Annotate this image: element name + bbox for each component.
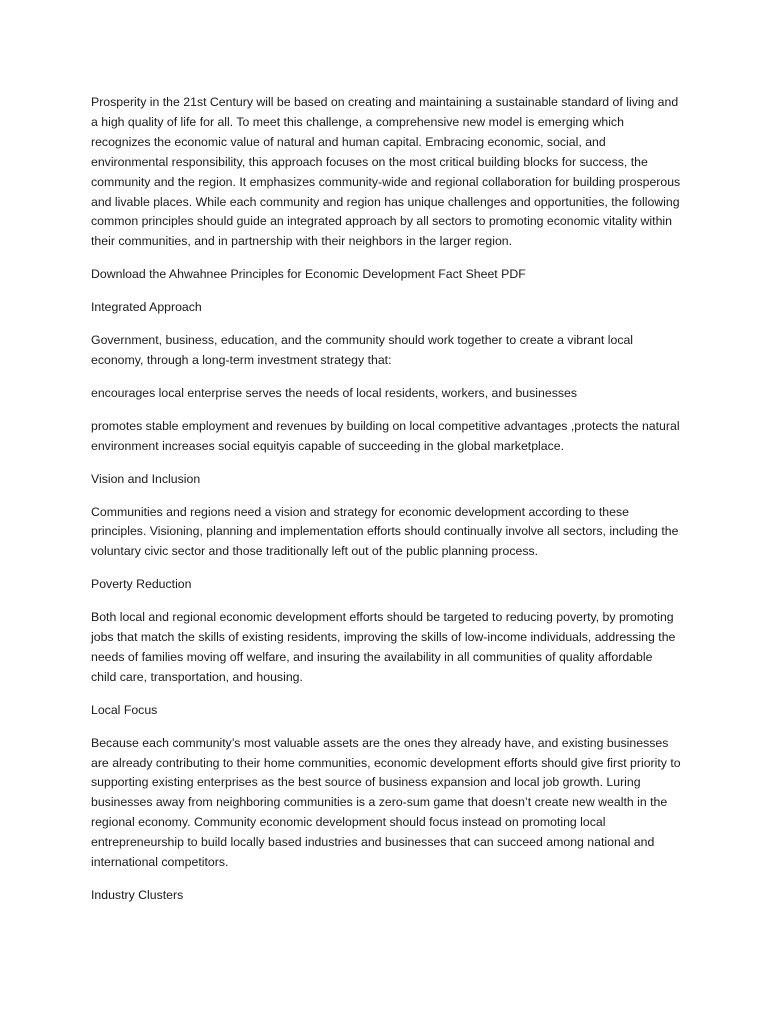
- section-heading-integrated-approach: Integrated Approach: [91, 300, 202, 315]
- document-body: [91, 93, 681, 919]
- integrated-approach-item-1: encourages local enterprise serves the needs of local residents, workers, and businesses: [91, 385, 577, 400]
- section-heading-poverty-reduction: Poverty Reduction: [91, 577, 192, 592]
- local-focus-paragraph: Because each community’s most valuable assets are the ones they already have, and existing businesses are already contributing to their home communities, economic development efforts should give first priority to supporting existing enterprises as the best source of business expansion and local job growth. Luring businesses away from neighboring communities is a zero-sum game that doesn’t create new wealth in the regional economy. Community economic development should focus instead on promoting local entrepreneurship to build locally based industries and businesses that can succeed among national and international competitors.: [91, 735, 681, 870]
- integrated-approach-paragraph: Government, business, education, and the community should work together to create a vibrant local economy, through a long-term investment strategy that:: [91, 333, 634, 367]
- download-fact-sheet-line: Download the Ahwahnee Principles for Economic Development Fact Sheet PDF: [91, 267, 526, 282]
- section-heading-vision-and-inclusion: Vision and Inclusion: [91, 471, 201, 486]
- integrated-approach-item-2: promotes stable employment and revenues by building on local competitive advantages ,protects the natural environment increases social equityis capable of succeeding in the global marketplace.: [91, 418, 680, 453]
- vision-and-inclusion-paragraph: Communities and regions need a vision and strategy for economic development according to these principles. Visioning, planning and implementation efforts should continually involve all sectors, including the voluntary civic sector and those traditionally left out of the public planning process.: [91, 504, 679, 559]
- section-heading-local-focus: Local Focus: [91, 702, 158, 717]
- intro-paragraph: Prosperity in the 21st Century will be based on creating and maintaining a sustainable standard of living and a high quality of life for all. To meet this challenge, a comprehensive new model is emerging which recognizes the economic value of natural and human capital. Embracing economic, social, and environmental responsibility, this approach focuses on the most critical building blocks for success, the community and the region. It emphasizes community-wide and regional collaboration for building prosperous and livable places. While each community and region has unique challenges and opportunities, the following common principles should guide an integrated approach by all sectors to promoting economic vitality within their communities, and in partnership with their neighbors in the larger region.: [91, 95, 681, 249]
- section-heading-industry-clusters: Industry Clusters: [91, 888, 184, 902]
- poverty-reduction-paragraph: Both local and regional economic development efforts should be targeted to reducing poverty, by promoting jobs that match the skills of existing residents, improving the skills of low-income individuals, addressing the needs of families moving off welfare, and insuring the availability in all communities of quality affordable child care, transportation, and housing.: [91, 610, 676, 684]
